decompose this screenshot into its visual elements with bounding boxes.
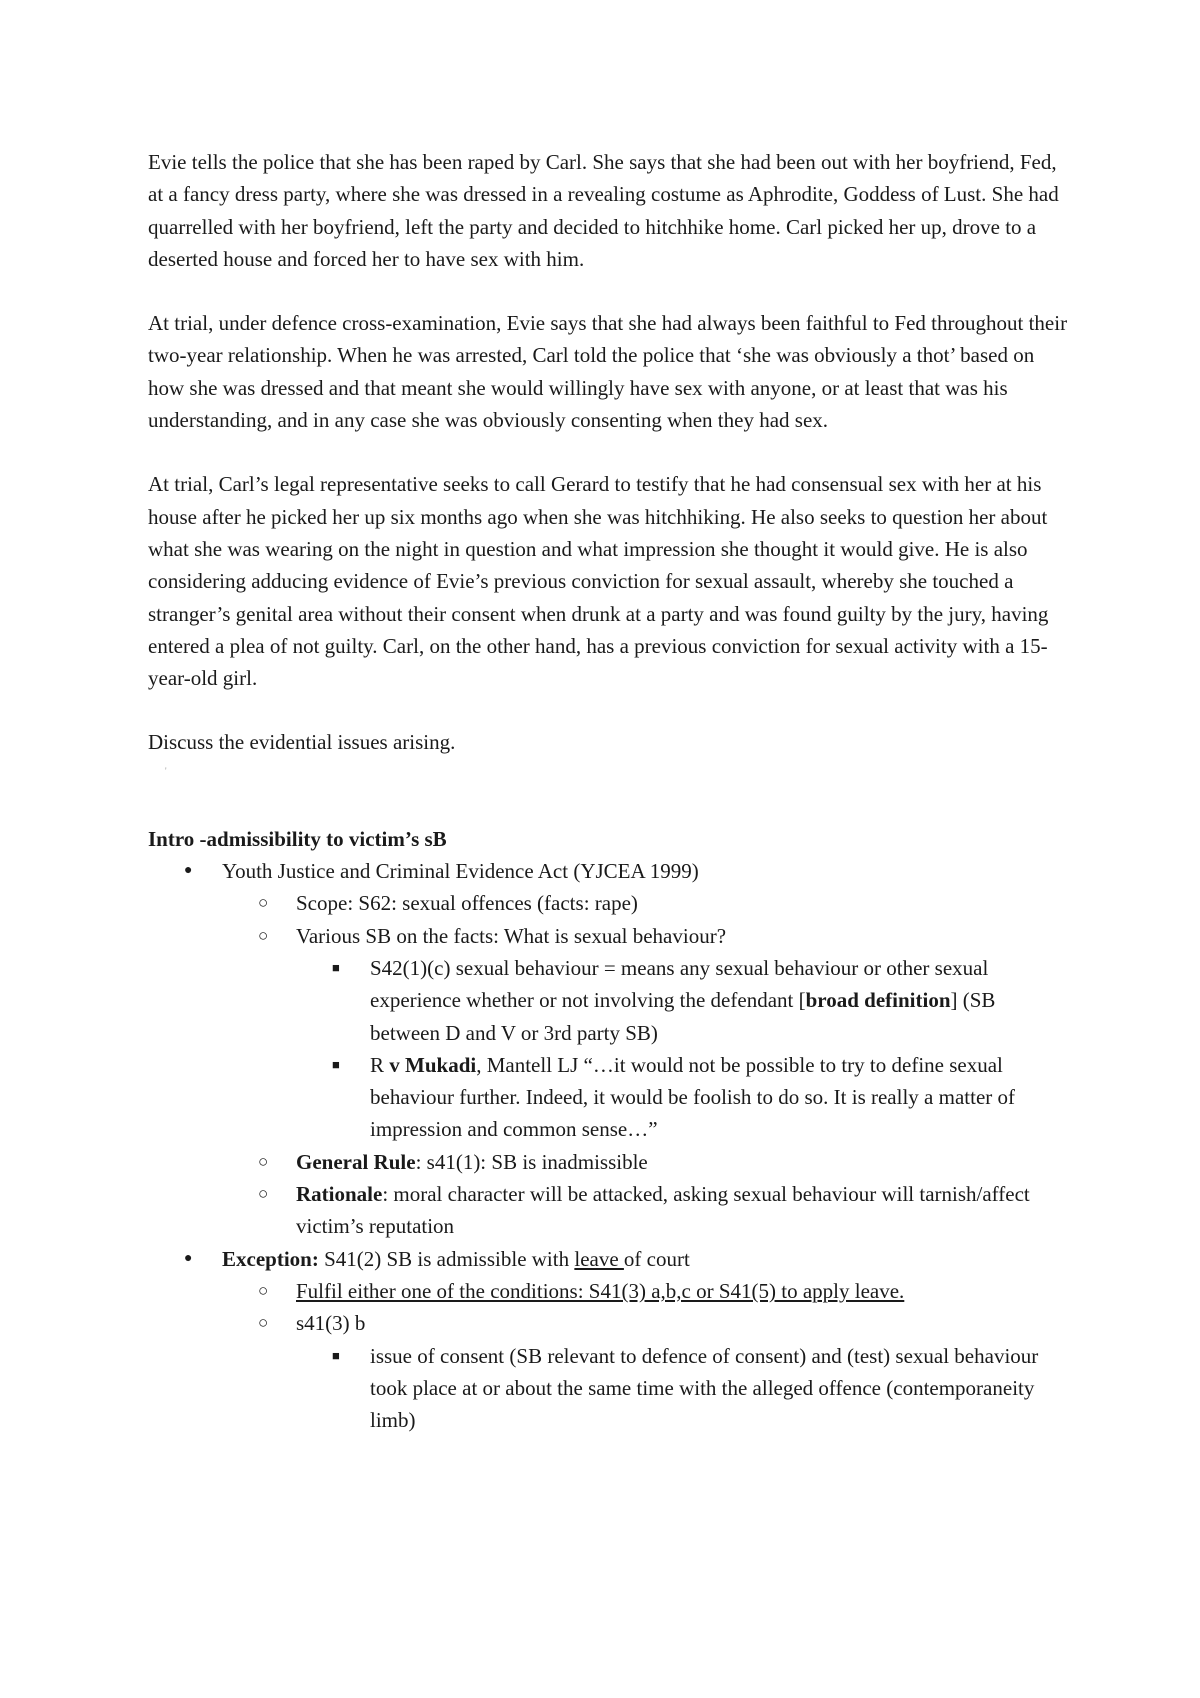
mukadi-text-a: R xyxy=(370,1052,390,1077)
exception-text-b: of court xyxy=(623,1246,690,1271)
section-heading: Intro -admissibility to victim’s sB xyxy=(148,826,447,851)
scope-text: Scope: S62: sexual offences (facts: rape) xyxy=(296,891,638,916)
exception-text-a: S41(2) SB is admissible with xyxy=(318,1246,575,1271)
yjcea-text: Youth Justice and Criminal Evidence Act (YJCEA 1999) xyxy=(222,859,699,884)
list-item-scope xyxy=(222,887,1068,919)
circle-bullet-icon: ○ xyxy=(258,893,269,913)
square-bullet-icon: ■ xyxy=(332,1347,340,1363)
list-item-fulfil xyxy=(222,1275,1068,1307)
document-page xyxy=(148,146,1068,1436)
consent-text: issue of consent (SB relevant to defence of consent) and (test) sexual behaviour took place at or about the same time with the alleged offence (contemporaneity limb) xyxy=(370,1343,1039,1433)
s42-text-a: S42(1)(c) sexual behaviour = means any sexual behaviour or other sexual experience whether or not involving the defendant [ xyxy=(370,955,989,1013)
circle-bullet-icon: ○ xyxy=(258,925,269,945)
general-rule-label: General Rule xyxy=(296,1149,416,1174)
s42-text-bold: broad definition xyxy=(805,988,951,1013)
disc-bullet-icon: ● xyxy=(184,863,193,879)
list-item-s41-3b xyxy=(222,1307,1068,1436)
square-bullet-icon: ■ xyxy=(332,1056,340,1072)
list-item-mukadi xyxy=(296,1049,1068,1146)
square-bullet-icon: ■ xyxy=(332,959,340,975)
exception-leave: leave xyxy=(574,1246,624,1271)
facts-paragraph-1: Evie tells the police that she has been raped by Carl. She says that she had been out with her boyfriend, Fed, at a fancy dress party, where she was dressed in a revealing costume as Aphrodite, Goddess of Lust. She had quarrelled with her boyfriend, left the party and decided to hitchhike home. Carl picked her up, drove to a deserted house and forced her to have sex with him. xyxy=(148,150,1059,271)
circle-bullet-icon: ○ xyxy=(258,1184,269,1204)
rationale-text: : moral character will be attacked, asking sexual behaviour will tarnish/affect victim’s reputation xyxy=(296,1182,1030,1239)
general-rule-text: : s41(1): SB is inadmissible xyxy=(415,1149,648,1174)
question-prompt: Discuss the evidential issues arising. xyxy=(148,730,456,755)
s41-3b-text: s41(3) b xyxy=(296,1311,366,1336)
rationale-label: Rationale xyxy=(296,1182,383,1207)
facts-paragraph-3: At trial, Carl’s legal representative seeks to call Gerard to testify that he had consensual sex with her at his house after he picked her up six months ago when she was hitchhiking. He also seeks to question her about what she was wearing on the night in question and what impression she thought it would give. He is also considering adducing evidence of Evie’s previous conviction for sexual assault, whereby she touched a stranger’s genital area without their consent when drunk at a party and was found guilty by the jury, having entered a plea of not guilty. Carl, on the other hand, has a previous conviction for sexual activity with a 15-year-old girl. xyxy=(148,472,1049,691)
outline-list xyxy=(148,855,1068,1436)
circle-bullet-icon: ○ xyxy=(258,1280,269,1300)
stray-mark: ' xyxy=(165,765,167,776)
various-text: Various SB on the facts: What is sexual behaviour? xyxy=(296,923,727,948)
list-item-consent xyxy=(296,1340,1068,1437)
list-item-s42 xyxy=(296,952,1068,1049)
list-item-rationale xyxy=(222,1178,1068,1243)
list-item-exception xyxy=(148,1243,1068,1437)
list-item-general-rule xyxy=(222,1146,1068,1178)
s41-3b-sublist xyxy=(296,1340,1068,1437)
list-item-yjcea xyxy=(148,855,1068,1243)
yjcea-sublist xyxy=(222,887,1068,1242)
definition-sublist xyxy=(296,952,1068,1146)
facts-paragraph-2: At trial, under defence cross-examination, Evie says that she had always been faithful to Fed throughout their two-year relationship. When he was arrested, Carl told the police that ‘she was obviously a thot’ based on how she was dressed and that meant she would willingly have sex with anyone, or at least that was his understanding, and in any case she was obviously consenting when they had sex. xyxy=(148,311,1068,433)
exception-sublist xyxy=(222,1275,1068,1436)
disc-bullet-icon: ● xyxy=(184,1250,193,1266)
circle-bullet-icon: ○ xyxy=(258,1313,269,1333)
exception-label: Exception: xyxy=(222,1246,319,1271)
circle-bullet-icon: ○ xyxy=(258,1151,269,1171)
mukadi-text-c: , Mantell LJ “…it would not be possible to try to define sexual behaviour further. Indeed, it would be foolish to do so. It is really a matter of impression and common sense…” xyxy=(370,1052,1016,1142)
s42-text-c: ] (SB between D and V or 3rd party SB) xyxy=(370,988,996,1045)
list-item-various xyxy=(222,920,1068,1146)
fulfil-text: Fulfil either one of the conditions: S41(3) a,b,c or S41(5) to apply leave. xyxy=(296,1278,905,1303)
mukadi-case-name: v Mukadi xyxy=(389,1052,477,1077)
